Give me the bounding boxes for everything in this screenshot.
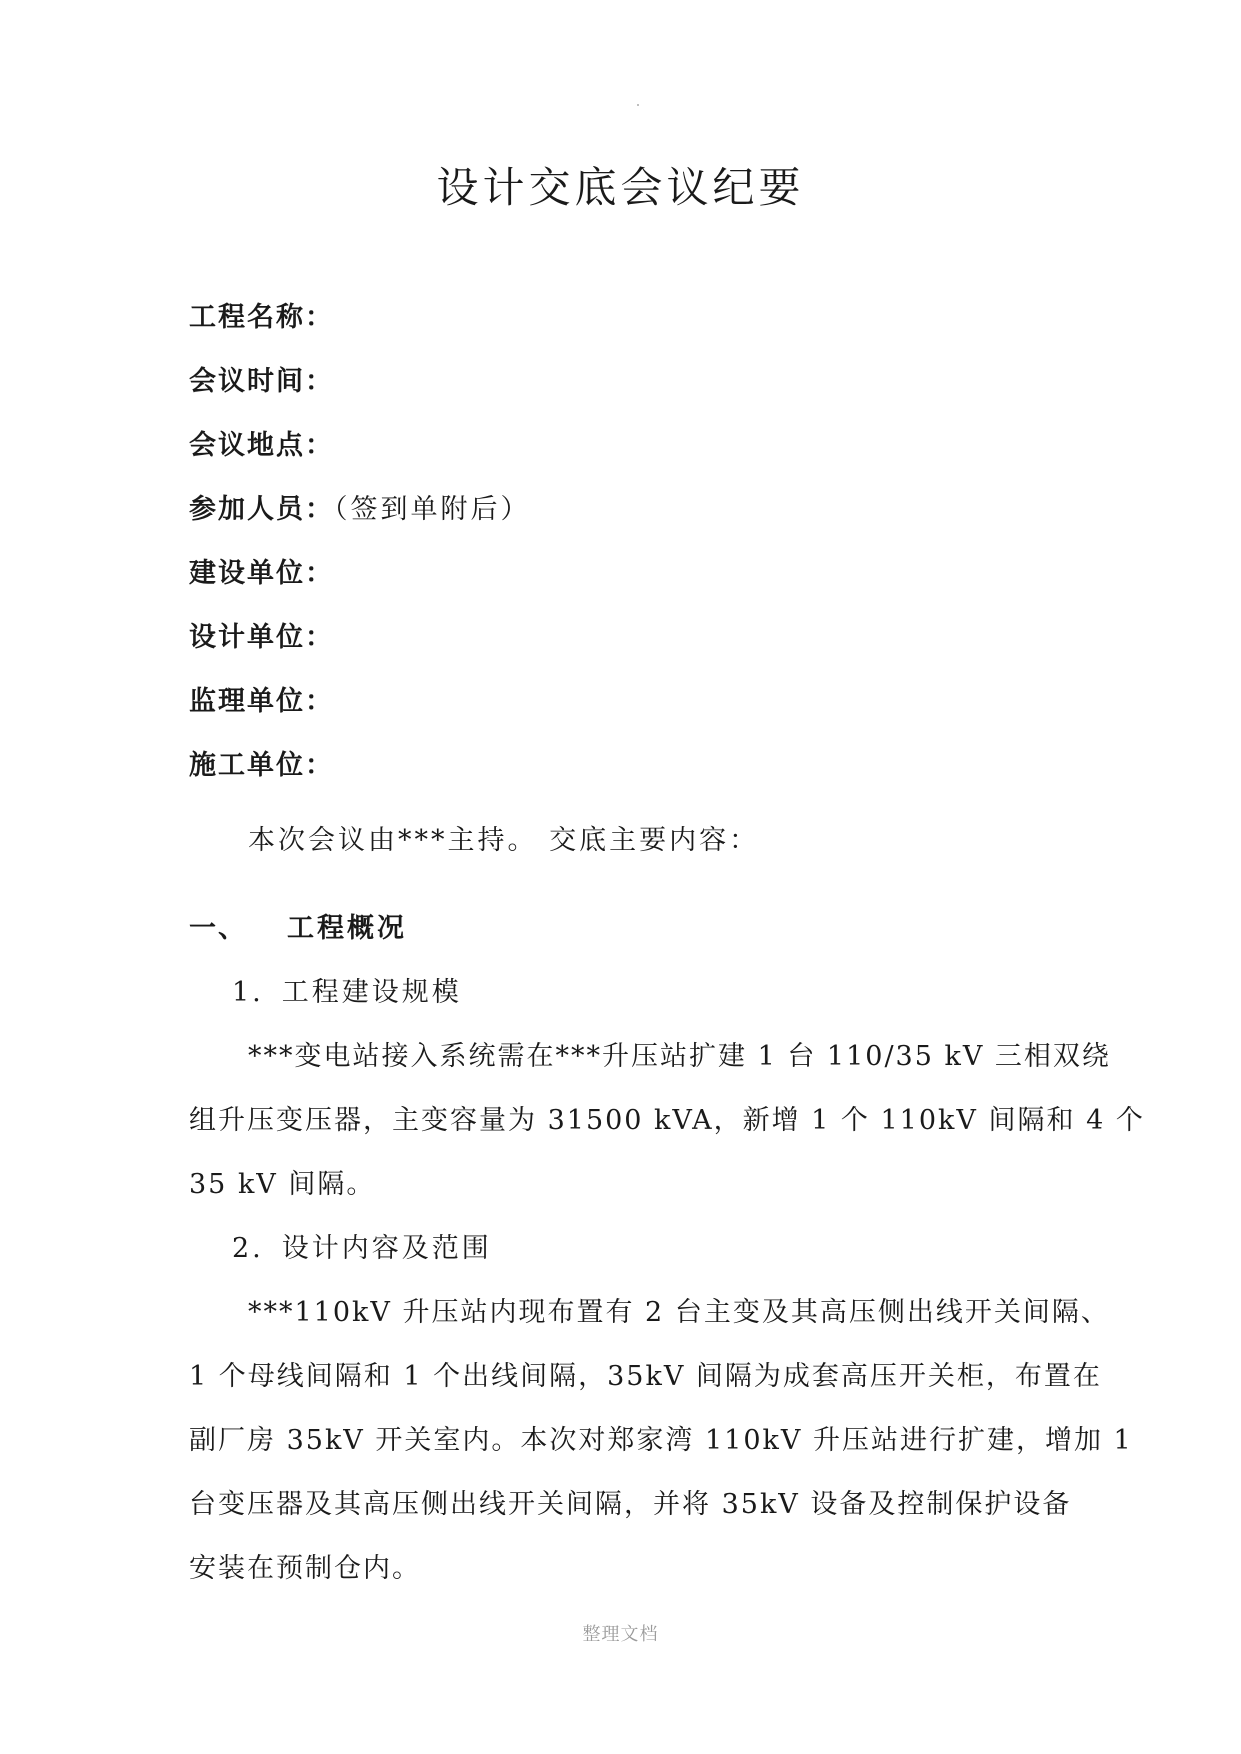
field-label: 设计单位： <box>189 622 334 653</box>
page-footer: 整理文档 <box>582 1624 659 1645</box>
field-design-unit <box>189 620 334 656</box>
subsection-number: 2. <box>232 1233 264 1264</box>
subsection-number: 1. <box>232 977 264 1008</box>
section-heading <box>189 911 407 947</box>
paragraph-line: 35 kV 间隔。 <box>189 1169 376 1200</box>
field-label: 监理单位： <box>189 686 334 717</box>
paragraph-line: ***110kV 升压站内现布置有 2 台主变及其高压侧出线开关间隔、 <box>248 1297 1110 1328</box>
subsection-heading <box>232 975 462 1011</box>
paragraph-line: 安装在预制仓内。 <box>189 1553 421 1584</box>
paragraph-line: 副厂房 35kV 开关室内。本次对郑家湾 110kV 升压站进行扩建，增加 1 <box>189 1425 1133 1456</box>
field-attendees <box>189 492 531 528</box>
subsection-heading <box>232 1231 492 1267</box>
field-label: 工程名称： <box>189 302 334 333</box>
field-meeting-location <box>189 428 334 464</box>
subsection-title: 工程建设规模 <box>281 977 462 1008</box>
section-title: 工程概况 <box>287 913 407 944</box>
field-label: 会议时间： <box>189 366 334 397</box>
field-project-name <box>189 300 334 336</box>
paragraph-line: 台变压器及其高压侧出线开关间隔，并将 35kV 设备及控制保护设备 <box>189 1489 1072 1520</box>
field-meeting-time <box>189 364 334 400</box>
field-label: 建设单位： <box>189 558 334 589</box>
intro-paragraph: 本次会议由***主持。 交底主要内容： <box>248 825 760 856</box>
field-label: 施工单位： <box>189 750 334 781</box>
paragraph-line: 1 个母线间隔和 1 个出线间隔，35kV 间隔为成套高压开关柜，布置在 <box>189 1361 1102 1392</box>
paragraph-line: ***变电站接入系统需在***升压站扩建 1 台 110/35 kV 三相双绕 <box>248 1041 1111 1072</box>
field-supervision-unit <box>189 684 334 720</box>
page-mark <box>637 104 639 106</box>
subsection-title: 设计内容及范围 <box>281 1233 492 1264</box>
field-value: （签到单附后） <box>334 494 531 525</box>
field-construction-unit <box>189 556 334 592</box>
document-title: 设计交底会议纪要 <box>436 163 805 212</box>
section-number: 一、 <box>189 913 247 944</box>
paragraph-line: 组升压变压器，主变容量为 31500 kVA，新增 1 个 110kV 间隔和 4 个 <box>189 1105 1145 1136</box>
field-builder-unit <box>189 748 334 784</box>
field-label: 参加人员： <box>189 494 334 525</box>
field-label: 会议地点： <box>189 430 334 461</box>
